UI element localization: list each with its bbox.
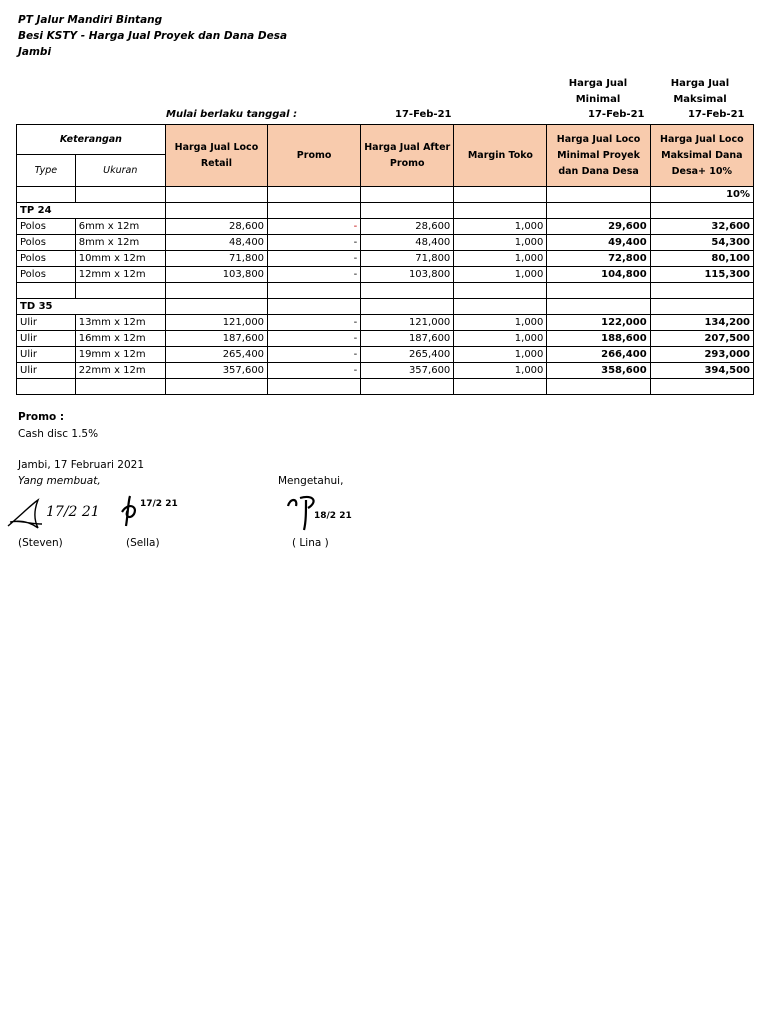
signer-steven: (Steven) (18, 537, 63, 549)
row-type: Ulir (17, 363, 76, 379)
row-after: 28,600 (361, 219, 454, 235)
margin-header: Margin Toko (454, 125, 547, 187)
row-min: 72,800 (547, 251, 650, 267)
row-type: Polos (17, 267, 76, 283)
row-after: 71,800 (361, 251, 454, 267)
row-size: 10mm x 12m (75, 251, 165, 267)
row-size: 6mm x 12m (75, 219, 165, 235)
row-min: 188,600 (547, 331, 650, 347)
company-name: PT Jalur Mandiri Bintang (18, 14, 163, 26)
promo-label: Promo : (18, 411, 65, 423)
row-after: 103,800 (361, 267, 454, 283)
row-min: 358,600 (547, 363, 650, 379)
signer-sella: (Sella) (126, 537, 160, 549)
row-margin: 1,000 (454, 219, 547, 235)
row-retail: 121,000 (165, 315, 267, 331)
row-max: 80,100 (650, 251, 753, 267)
row-promo: - (268, 267, 361, 283)
signature-date-steven: 17/2 21 (46, 504, 100, 520)
row-retail: 71,800 (165, 251, 267, 267)
row-max: 394,500 (650, 363, 753, 379)
min-price-heading: Harga Jual Minimal (568, 78, 628, 105)
row-after: 121,000 (361, 315, 454, 331)
signature-date-sella: 17/2 21 (140, 499, 178, 509)
row-min: 122,000 (547, 315, 650, 331)
row-retail: 103,800 (165, 267, 267, 283)
row-retail: 48,400 (165, 235, 267, 251)
markup-percent: 10% (650, 187, 753, 203)
row-margin: 1,000 (454, 251, 547, 267)
row-retail: 357,600 (165, 363, 267, 379)
after-promo-header: Harga Jual After Promo (361, 125, 454, 187)
row-retail: 187,600 (165, 331, 267, 347)
table-row (17, 219, 754, 235)
row-max: 115,300 (650, 267, 753, 283)
acknowledged-label: Mengetahui, (278, 475, 344, 487)
row-margin: 1,000 (454, 267, 547, 283)
effective-date: 17-Feb-21 (395, 109, 452, 120)
row-max: 54,300 (650, 235, 753, 251)
promo-header: Promo (268, 125, 361, 187)
row-size: 12mm x 12m (75, 267, 165, 283)
made-by-label: Yang membuat, (18, 475, 101, 487)
min-project-price-header: Harga Jual Loco Minimal Proyek dan Dana Desa (547, 125, 650, 187)
row-min: 49,400 (547, 235, 650, 251)
signature-sella (118, 492, 178, 532)
type-header: Type (17, 155, 76, 187)
table-row (17, 347, 754, 363)
signer-lina: ( Lina ) (292, 537, 329, 549)
row-type: Ulir (17, 331, 76, 347)
row-margin: 1,000 (454, 315, 547, 331)
row-promo: - (268, 363, 361, 379)
row-after: 48,400 (361, 235, 454, 251)
row-size: 22mm x 12m (75, 363, 165, 379)
table-row (17, 363, 754, 379)
row-type: Polos (17, 251, 76, 267)
row-promo: - (268, 235, 361, 251)
signature-steven (4, 494, 100, 534)
keterangan-header: Keterangan (17, 125, 166, 155)
group-name: TP 24 (17, 203, 166, 219)
table-row (17, 267, 754, 283)
retail-price-header: Harga Jual Loco Retail (165, 125, 267, 187)
promo-text: Cash disc 1.5% (18, 428, 99, 440)
row-size: 16mm x 12m (75, 331, 165, 347)
row-promo: - (268, 315, 361, 331)
row-margin: 1,000 (454, 363, 547, 379)
row-promo: - (268, 219, 361, 235)
row-retail: 28,600 (165, 219, 267, 235)
row-max: 32,600 (650, 219, 753, 235)
row-after: 357,600 (361, 363, 454, 379)
table-row (17, 315, 754, 331)
row-type: Ulir (17, 315, 76, 331)
row-max: 293,000 (650, 347, 753, 363)
max-village-fund-price-header: Harga Jual Loco Maksimal Dana Desa+ 10% (650, 125, 753, 187)
place-date: Jambi, 17 Februari 2021 (18, 459, 145, 471)
max-price-heading: Harga Jual Maksimal (670, 78, 730, 105)
signature-lina (284, 492, 354, 534)
row-after: 187,600 (361, 331, 454, 347)
group-name: TD 35 (17, 299, 166, 315)
row-margin: 1,000 (454, 235, 547, 251)
city-label: Jambi (18, 46, 52, 58)
row-max: 134,200 (650, 315, 753, 331)
row-type: Polos (17, 235, 76, 251)
row-after: 265,400 (361, 347, 454, 363)
row-margin: 1,000 (454, 331, 547, 347)
min-price-date: 17-Feb-21 (588, 109, 645, 120)
row-max: 207,500 (650, 331, 753, 347)
row-promo: - (268, 331, 361, 347)
table-row (17, 331, 754, 347)
row-type: Polos (17, 219, 76, 235)
effective-date-label: Mulai berlaku tanggal : (166, 109, 298, 120)
row-min: 266,400 (547, 347, 650, 363)
size-header: Ukuran (75, 155, 165, 187)
signature-date-lina: 18/2 21 (314, 511, 352, 521)
row-size: 8mm x 12m (75, 235, 165, 251)
row-promo: - (268, 251, 361, 267)
price-table (16, 124, 754, 395)
max-price-date: 17-Feb-21 (688, 109, 745, 120)
table-row (17, 235, 754, 251)
row-type: Ulir (17, 347, 76, 363)
table-row (17, 251, 754, 267)
row-promo: - (268, 347, 361, 363)
row-size: 13mm x 12m (75, 315, 165, 331)
row-min: 29,600 (547, 219, 650, 235)
row-margin: 1,000 (454, 347, 547, 363)
row-min: 104,800 (547, 267, 650, 283)
document-subtitle: Besi KSTY - Harga Jual Proyek dan Dana Desa (18, 30, 288, 42)
row-retail: 265,400 (165, 347, 267, 363)
row-size: 19mm x 12m (75, 347, 165, 363)
